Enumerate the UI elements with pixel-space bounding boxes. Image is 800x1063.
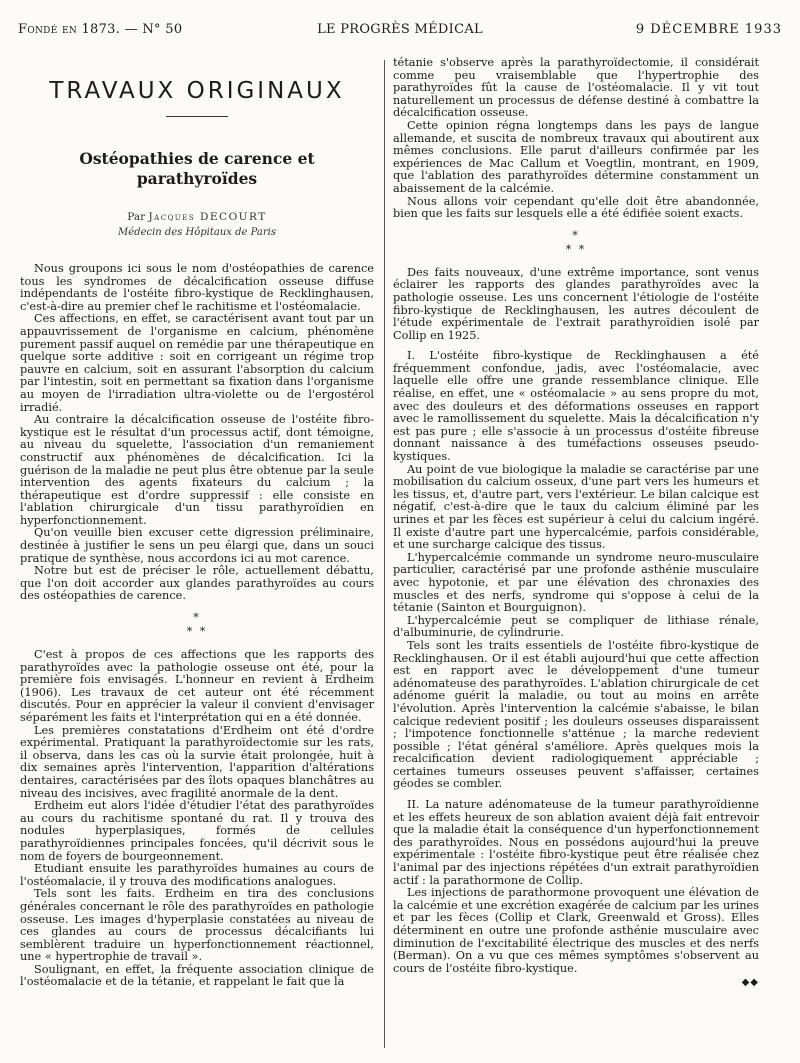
paragraph: Qu'on veuille bien excuser cette digression préliminaire, destinée à justifier le sens un peu élargi que, dans un souci pratique de synthèse, nous accordons ici au mot carence. [20,526,374,565]
right-column [393,57,759,988]
paragraph: Nous groupons ici sous le nom d'ostéopathies de carence tous les syndromes de décalcification osseuse diffuse indépendants de l'ostéite fibro-kystique de Recklinghausen, c'est-à-dire au premier chef le rachitisme et l'ostéomalacie. [20,262,374,313]
paragraph: L'hypercalcémie peut se compliquer de lithiase rénale, d'albuminurie, de cylindrurie. [393,613,759,640]
paragraph: tétanie s'observe après la parathyroïdectomie, il considérait comme peu vraisemblable que l'hypertrophie des parathyroïdes fût la cause de l'ostéomalacie. Il y vit tout naturellement un processus de défense destiné à combattre la décalcification osseuse. [393,56,759,120]
author-name: Jacques DECOURT [148,211,267,223]
paragraph: Cette opinion régna longtemps dans les pays de langue allemande, et suscita de nombreux travaux qui aboutirent aux mêmes conclusions. Elle parut d'ailleurs confirmée par les expériences de Mac Callum et Voegtlin, montrant, en 1909, que l'ablation des parathyroïdes détermine constamment un abaissement de la calcémie. [393,118,759,195]
paragraph: Au contraire la décalcification osseuse de l'ostéite fibro-kystique est le résultat d'un processus actif, dont témoigne, au niveau du squelette, l'association d'un remaniement constructif aux phénomènes de décalcification. Ici la guérison de la maladie ne peut plus être obtenue par la seule intervention des agents fixateurs du calcium ; la thérapeutique est d'ordre suppressif : elle consiste en l'ablation chirurgicale d'un tissu parathyroïdien en hyperfonctionnement. [20,413,374,527]
section-title: TRAVAUX ORIGINAUX [49,78,345,104]
paragraph: Des faits nouveaux, d'une extrême importance, sont venus éclairer les rapports des glandes parathyroïdes avec la pathologie osseuse. Les uns concernent l'étiologie de l'ostéite fibro-kystique de Recklinghausen, les autres découlent de l'étude expérimentale de l'extrait parathyroïdien isolé par Collip en 1925. [393,265,759,342]
header-date: 9 DÉCEMBRE 1933 [635,22,782,37]
paragraph: Erdheim eut alors l'idée d'étudier l'état des parathyroïdes au cours du rachitisme spontané du rat. Il y trouva des nodules hyperplasiques, formés de cellules parathyroïdiennes principales foncées, qu'il décrivit sous le nom de foyers de bourgeonnement. [20,799,374,863]
section-separator: * * * [186,611,208,639]
header-journal-title: LE PROGRÈS MÉDICAL [317,22,483,37]
paragraph: Ces affections, en effet, se caractérisent avant tout par un appauvrissement de l'organisme en calcium, phénomène purement passif auquel on remédie par une thérapeutique en quelque sorte additive : soit en corrigeant un régime trop pauvre en calcium, soit en assurant l'absorption du calcium par l'intestin, soit en permettant sa fixation dans l'organisme au moyen de l'irradiation ultra-violette ou de l'ergostérol irradié. [20,312,374,414]
paragraph: Tels sont les faits. Erdheim en tira des conclusions générales concernant le rôle des parathyroïdes en pathologie osseuse. Les images d'hyperplasie constatées au niveau de ces glandes au cours de processus décalcifiants lui semblèrent traduire un hyperfonctionnement réactionnel, une « hypertrophie de travail ». [20,887,374,964]
paragraph: Au point de vue biologique la maladie se caractérise par une mobilisation du calcium osseux, d'une part vers les humeurs et les tissus, et, d'autre part, vers l'extérieur. Le bilan calcique est négatif, c'est-à-dire que le taux du calcium éliminé par les urines et par les fèces est supérieur à celui du calcium ingéré. Il existe d'autre part une hypercalcémie, parfois considérable, et une surcharge calcique des tissus. [393,462,759,552]
paragraph: I. L'ostéite fibro-kystique de Recklinghausen a été fréquemment confondue, jadis, avec l'ostéomalacie, avec laquelle elle offre une grande ressemblance clinique. Elle réalise, en effet, une « ostéomalacie » au sens propre du mot, avec des douleurs et des déformations osseuses en rapport avec le ramollissement du squelette. Mais la décalcification n'y est pas pure ; elle s'associe à un processus d'ostéite fibreuse donnant naissance à des tuméfactions osseuses pseudo-kystiques. [393,349,759,464]
paragraph: Soulignant, en effet, la fréquente association clinique de l'ostéomalacie et de la tétanie, et rappelant le fait que la [20,962,374,989]
paragraph: C'est à propos de ces affections que les rapports des parathyroïdes avec la pathologie osseuse ont été, pour la première fois envisagés. L'honneur en revient à Erdheim (1906). Les travaux de cet auteur ont été récemment discutés. Pour en apprécier la valeur il convient d'envisager séparément les faits et l'interprétation qui en a été donnée. [20,648,374,724]
article-title: Ostéopathies de carence et parathyroïdes [79,149,315,188]
section-separator: * * * [565,228,587,256]
byline-prefix: Par [127,211,146,223]
title-rule [166,116,228,117]
paragraph: Les premières constatations d'Erdheim ont été d'ordre expérimental. Pratiquant la parathyroïdectomie sur les rats, il observa, dans les cas où la survie était prolongée, huit à dix semaines après l'intervention, l'apparition d'altérations dentaires, caractérisées par des îlots opaques blanchâtres au niveau des incisives, avec fragilité anormale de la dent. [20,723,374,800]
paragraph: Nous allons voir cependant qu'elle doit être abandonnée, bien que les faits sur lesquels elle a été édifiée soient exacts. [393,194,759,221]
column-rule [384,60,385,1048]
left-column [20,60,374,989]
paragraph: Etudiant ensuite les parathyroïdes humaines au cours de l'ostéomalacie, il y trouva des modifications analogues. [20,862,374,888]
paragraph: Les injections de parathormone provoquent une élévation de la calcémie et une excrétion exagérée de calcium par les urines et par les fèces (Collip et Clark, Greenwald et Gross). Elles déterminent en outre une profonde asthénie musculaire avec diminution de l'excitabilité électrique des muscles et des nerfs (Berman). On a vu que ces mêmes symptômes s'observent au cours de l'ostéite fibro-kystique. [393,886,759,975]
paragraph: Notre but est de préciser le rôle, actuellement débattu, que l'on doit accorder aux glandes parathyroïdes au cours des ostéopathies de carence. [20,564,374,603]
paragraph: II. La nature adénomateuse de la tumeur parathyroïdienne et les effets heureux de son ablation avaient déjà fait entrevoir que la maladie était la conséquence d'un hyperfonctionnement des parathyroïdes. Nous en possédons aujourd'hui la preuve expérimentale : l'ostéite fibro-kystique peut être réalisée chez l'animal par des injections répétées d'un extrait parathyroïdien actif : la parathormone de Collip. [393,798,759,887]
byline [20,209,374,225]
author-affiliation: Médecin des Hôpitaux de Paris [118,227,276,238]
header-founded: Fondé en 1873. — N° 50 [18,22,183,37]
paragraph: Tels sont les traits essentiels de l'ostéite fibro-kystique de Recklinghausen. Or il est établi aujourd'hui que cette affection est en rapport avec le développement d'une tumeur adénomateuse des parathyroïdes. L'ablation chirurgicale de cet adénome guérit la maladie, ou tout au moins en arrête l'évolution. Après l'intervention la calcémie s'abaisse, le bilan calcique redevient positif ; les douleurs osseuses disparaissent ; l'impotence fonctionnelle s'atténue ; la marche redevient possible ; l'état général s'améliore. Après quelques mois la recalcification devient radiologiquement appréciable ; certaines tumeurs osseuses peuvent s'affaisser, certaines géodes se combler. [393,638,759,791]
running-header [18,22,782,40]
paragraph: L'hypercalcémie commande un syndrome neuro-musculaire particulier, caractérisé par une profonde asthénie musculaire avec hypotonie, et par une élévation des chronaxies des muscles et des nerfs, syndrome qui s'oppose à celui de la tétanie (Sainton et Bourguignon). [393,550,759,615]
end-of-article-mark: ◆◆ [741,977,759,989]
